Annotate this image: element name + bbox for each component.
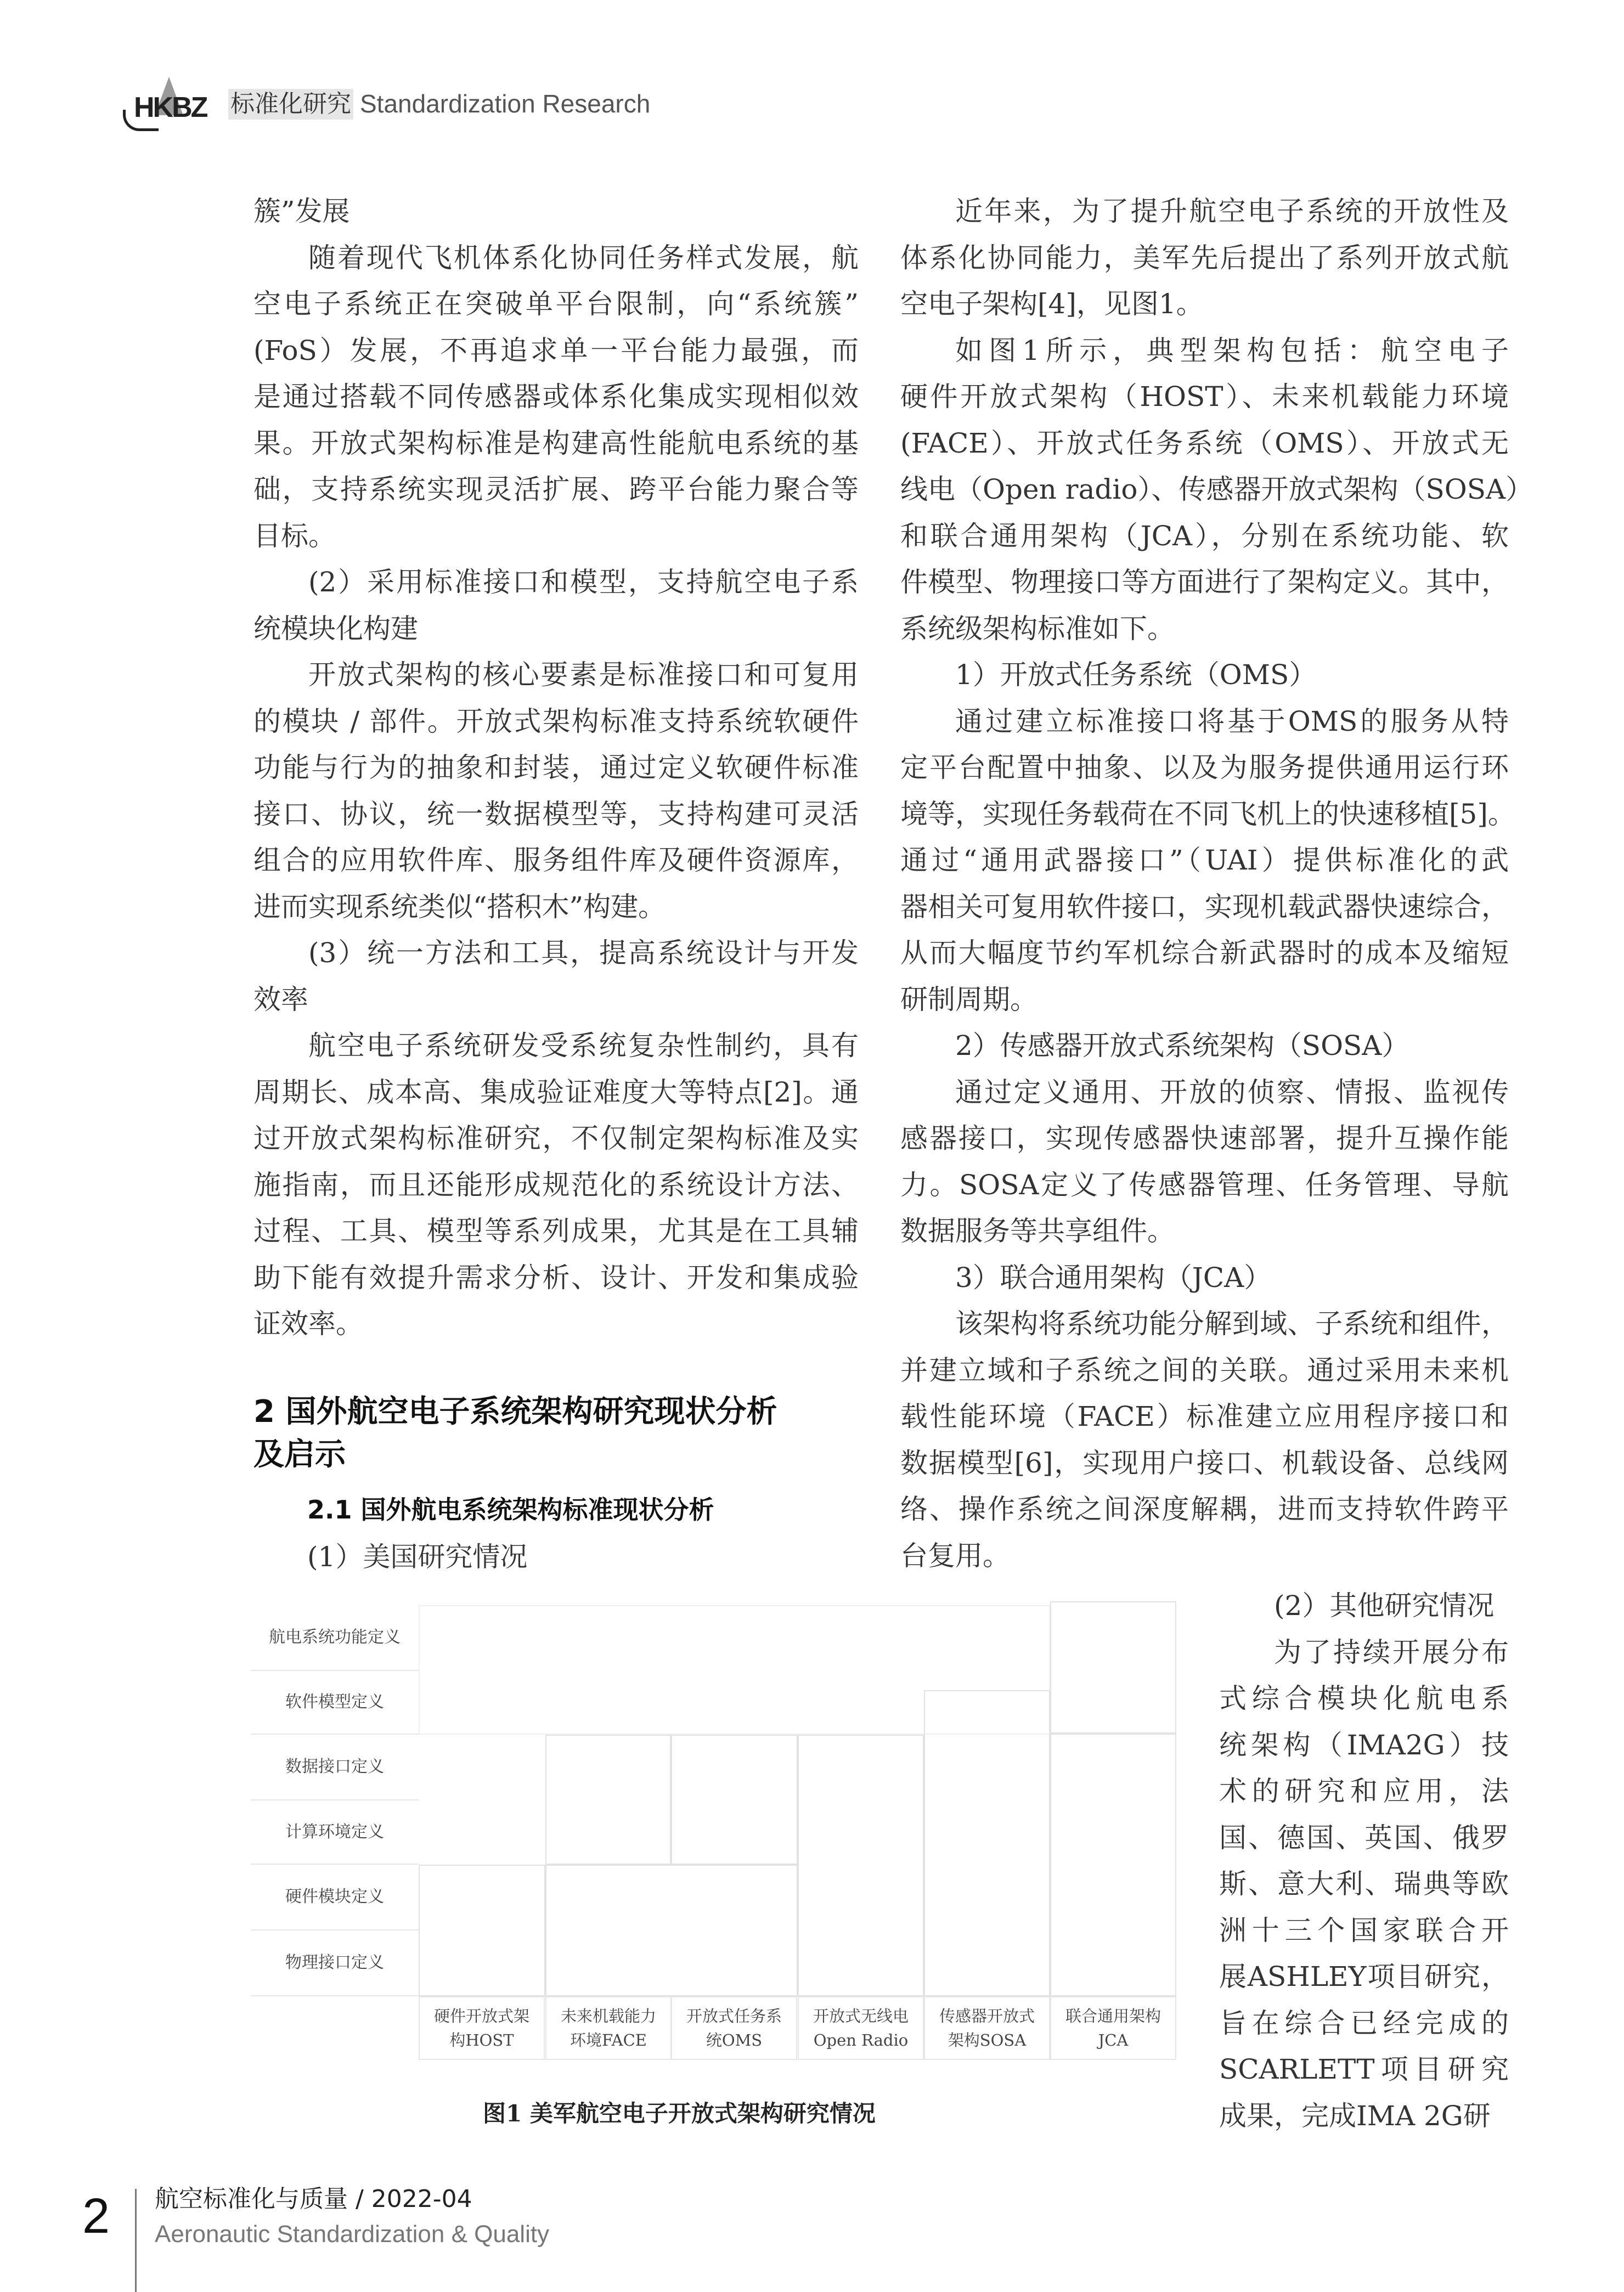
figure-column-label-line1: 联合通用架构	[1065, 2007, 1161, 2025]
text-line: (2）采用标准接口和模型，支持航空电子系	[308, 566, 859, 598]
text-line: 式综合模块化航电系	[1219, 1683, 1509, 1714]
text-line: 功能与行为的抽象和封装，通过定义软硬件标准	[253, 752, 859, 783]
text-line: (2）其他研究情况	[1274, 1590, 1495, 1622]
section-heading	[253, 1391, 777, 1476]
text-line: 术的研究和应用，法	[1219, 1775, 1509, 1807]
text-line: 和联合通用架构（JCA），分别在系统功能、软	[900, 520, 1509, 552]
text-line: SCARLETT项目研究	[1219, 2053, 1509, 2085]
text-line: 数据服务等共享组件。	[900, 1215, 1175, 1247]
text-line: (3）统一方法和工具，提高系统设计与开发	[308, 937, 859, 969]
text-line: 接口、协议，统一数据模型等，支持构建可灵活	[253, 798, 859, 830]
figure-column-label-line1: 开放式无线电	[813, 2007, 909, 2025]
text-line: 洲十三个国家联合开	[1219, 1914, 1509, 1946]
text-line: 3）联合通用架构（JCA）	[955, 1261, 1272, 1294]
text-line: 斯、意大利、瑞典等欧	[1219, 1868, 1509, 1900]
figure-row-label: 航电系统功能定义	[251, 1605, 419, 1671]
figure-row-label: 数据接口定义	[251, 1735, 419, 1800]
text-line: 的模块 / 部件。开放式架构标准支持系统软硬件	[253, 705, 859, 737]
figure-column-label	[419, 1996, 545, 2060]
text-line: 载性能环境（FACE）标准建立应用程序接口和	[900, 1401, 1509, 1432]
text-line: 从而大幅度节约军机综合新武器时的成本及缩短	[900, 937, 1509, 969]
figure-column-label-line1: 未来机载能力	[560, 2007, 656, 2025]
text-line: 统架构（IMA2G）技	[1219, 1729, 1509, 1761]
text-line: 件模型、物理接口等方面进行了架构定义。其中，	[900, 566, 1509, 598]
figure-column-label-line1: 开放式任务系	[686, 2007, 782, 2025]
figure-block-host-hw	[419, 1865, 545, 1996]
text-line: 进而实现系统类似“搭积木”构建。	[253, 890, 666, 923]
text-line: (FACE）、开放式任务系统（OMS）、开放式无	[900, 427, 1509, 459]
figure-block-oms-data	[671, 1735, 798, 1865]
figure-row-label: 物理接口定义	[251, 1930, 419, 1996]
figure-row-label: 计算环境定义	[251, 1800, 419, 1865]
figure-column-label	[1050, 1996, 1176, 2060]
text-line: 展ASHLEY项目研究，	[1219, 1961, 1509, 1992]
text-line: 助下能有效提升需求分析、设计、开发和集成验	[253, 1261, 859, 1294]
text-line: 组合的应用软件库、服务组件库及硬件资源库，	[253, 844, 859, 876]
text-line: 该架构将系统功能分解到域、子系统和组件，	[955, 1308, 1509, 1340]
text-line: 定平台配置中抽象、以及为服务提供通用运行环	[900, 752, 1509, 783]
text-line: 施指南，而且还能形成规范化的系统设计方法、	[253, 1168, 859, 1201]
text-line: 器相关可复用软件接口，实现机载武器快速综合，	[900, 890, 1509, 923]
text-line: 空电子系统正在突破单平台限制，向“系统簇”	[253, 288, 859, 320]
figure-row-label: 软件模型定义	[251, 1671, 419, 1735]
running-header	[121, 77, 650, 132]
figure-column-label	[924, 1996, 1050, 2060]
text-line: 过程、工具、模型等系列成果，尤其是在工具辅	[253, 1215, 859, 1247]
journal-logo-icon: HKBZ	[121, 77, 219, 132]
text-line: 体系化协同能力，美军先后提出了系列开放式航	[900, 241, 1509, 274]
text-line: 统模块化构建	[253, 612, 418, 645]
figure-column-label-line1: 传感器开放式	[939, 2007, 1035, 2025]
text-line: 境等，实现任务载荷在不同飞机上的快速移植[5]。	[900, 798, 1515, 830]
section-heading-line1: 2 国外航空电子系统架构研究现状分析	[253, 1394, 777, 1430]
text-line: 空电子架构[4]，见图1。	[900, 288, 1204, 320]
text-line: 果。开放式架构标准是构建高性能航电系统的基	[253, 427, 859, 459]
text-line: 周期长、成本高、集成验证难度大等特点[2]。通	[253, 1076, 859, 1108]
text-line: 线电（Open radio）、传感器开放式架构（SOSA）	[900, 473, 1533, 505]
subsection-heading: 2.1 国外航电系统架构标准现状分析	[307, 1495, 714, 1525]
figure-column-label	[798, 1996, 924, 2060]
figure-column-label-line2: 环境FACE	[570, 2031, 647, 2050]
figure-column-label-line1: 硬件开放式架	[433, 2007, 529, 2025]
figure-column-label-line2: 架构SOSA	[948, 2031, 1027, 2050]
text-line: 国、德国、英国、俄罗	[1219, 1821, 1509, 1854]
text-line: 络、操作系统之间深度解耦，进而支持软件跨平	[900, 1493, 1509, 1525]
text-line: 过开放式架构标准研究，不仅制定架构标准及实	[253, 1122, 859, 1154]
text-line: 成果，完成IMA 2G研	[1219, 2099, 1491, 2132]
figure-block-jca-top	[1050, 1601, 1176, 1734]
text-line: 簇”发展	[253, 195, 350, 227]
figure-row-label: 硬件模块定义	[251, 1865, 419, 1930]
text-line: 并建立域和子系统之间的关联。通过采用未来机	[900, 1354, 1509, 1386]
left-column	[253, 188, 859, 1347]
figure-block-face-data	[545, 1735, 671, 1865]
figure-block-face-oms-hw	[545, 1865, 798, 1996]
subsection-title: (1）美国研究情况	[307, 1541, 528, 1573]
footer-journal-cn: 航空标准化与质量 / 2022-04	[155, 2185, 472, 2213]
figure-block-sosa	[924, 1690, 1050, 1996]
narrow-column	[1219, 1583, 1509, 2139]
footer-divider	[135, 2189, 137, 2292]
text-line: 是通过搭载不同传感器或体系化集成实现相似效	[253, 381, 859, 413]
figure-column-label-line2: Open Radio	[813, 2031, 909, 2050]
text-line: 证效率。	[253, 1308, 363, 1340]
figure-block-jca-low	[1050, 1734, 1176, 1996]
text-line: 通过“通用武器接口”（UAI）提供标准化的武	[900, 844, 1509, 876]
text-line: 系统级架构标准如下。	[900, 612, 1175, 645]
text-line: 旨在综合已经完成的	[1219, 2007, 1509, 2039]
footer-journal-en: Aeronautic Standardization & Quality	[155, 2221, 550, 2248]
text-line: 力。SOSA定义了传感器管理、任务管理、导航	[900, 1168, 1509, 1201]
text-line: 开放式架构的核心要素是标准接口和可复用	[308, 659, 859, 691]
text-line: 如图1所示，典型架构包括：航空电子	[955, 334, 1509, 366]
figure-column-label	[545, 1996, 672, 2060]
text-line: 随着现代飞机体系化协同任务样式发展，航	[308, 241, 859, 274]
figure-column-label-line2: 构HOST	[449, 2031, 514, 2050]
text-line: 感器接口，实现传感器快速部署，提升互操作能	[900, 1122, 1509, 1154]
figure-column-label-line2: JCA	[1098, 2031, 1129, 2050]
section-heading-line2: 及启示	[253, 1437, 346, 1472]
text-line: 航空电子系统研发受系统复杂性制约，具有	[308, 1030, 859, 1062]
text-line: (FoS）发展，不再追求单一平台能力最强，而	[253, 334, 859, 366]
text-line: 数据模型[6]，实现用户接口、机载设备、总线网	[900, 1447, 1509, 1479]
text-line: 通过定义通用、开放的侦察、情报、监视传	[955, 1076, 1509, 1108]
figure-column-label-line2: 统OMS	[706, 2031, 763, 2050]
figure-block-radio	[798, 1735, 924, 1996]
text-line: 硬件开放式架构（HOST）、未来机载能力环境	[900, 381, 1509, 413]
text-line: 为了持续开展分布	[1274, 1636, 1509, 1668]
header-section-cn: 标准化研究	[228, 89, 353, 120]
text-line: 台复用。	[900, 1539, 1010, 1572]
header-section-en: Standardization Research	[360, 89, 651, 118]
text-line: 目标。	[253, 520, 336, 552]
text-line: 1）开放式任务系统（OMS）	[955, 659, 1317, 691]
text-line: 础，支持系统实现灵活扩展、跨平台能力聚合等	[253, 473, 859, 505]
text-line: 通过建立标准接口将基于OMS的服务从特	[955, 705, 1509, 737]
text-line: 近年来，为了提升航空电子系统的开放性及	[955, 195, 1509, 227]
figure-column-label	[671, 1996, 797, 2060]
figure-caption: 图1 美军航空电子开放式架构研究情况	[483, 2100, 876, 2127]
page-number: 2	[82, 2189, 110, 2244]
text-line: 效率	[253, 983, 308, 1015]
text-line: 2）传感器开放式系统架构（SOSA）	[955, 1030, 1409, 1062]
text-line: 研制周期。	[900, 983, 1037, 1015]
right-column	[900, 188, 1533, 1579]
